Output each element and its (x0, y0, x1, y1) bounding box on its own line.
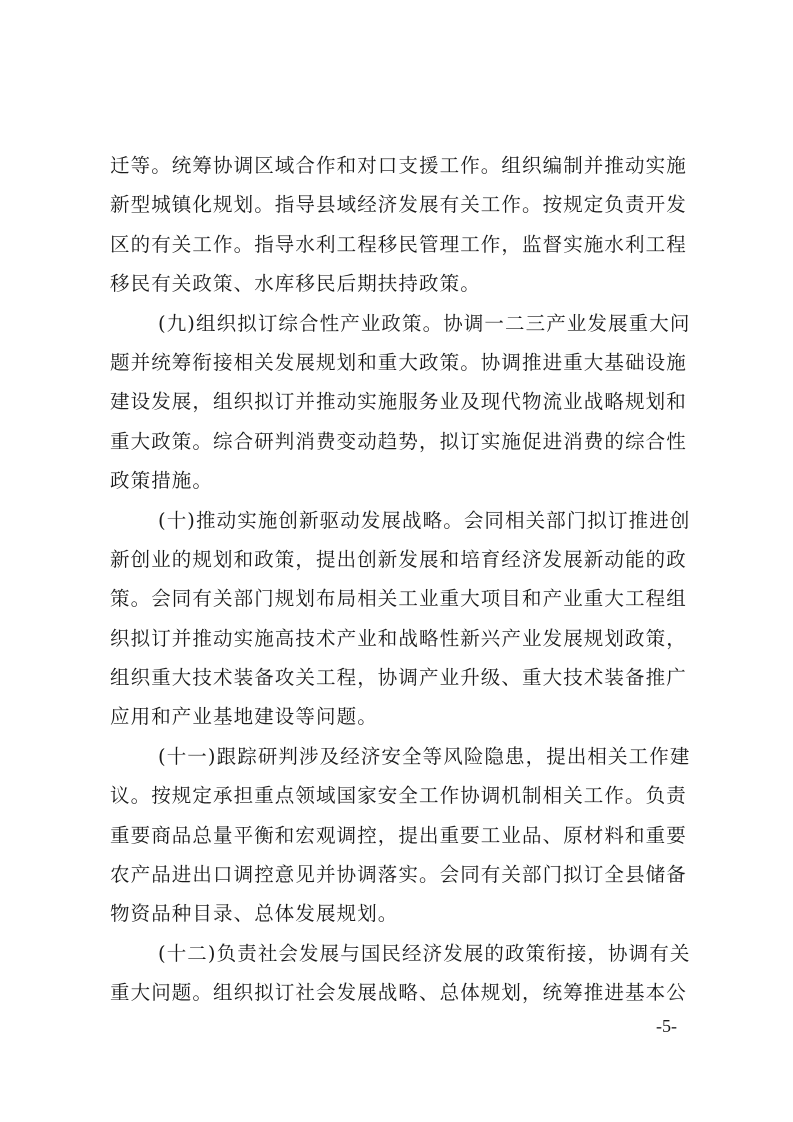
paragraph-first-line: (十)推动实施创新驱动发展战略。会同相关部门拟订推进创 (158, 508, 691, 532)
paragraph-first-line: (九)组织拟订综合性产业政策。协调一二三产业发展重大问 (158, 311, 691, 335)
text-line: 重大问题。组织拟订社会发展战略、总体规划，统筹推进基本公 (110, 981, 687, 1005)
text-line: 组织重大技术装备攻关工程，协调产业升级、重大技术装备推广 (110, 666, 687, 690)
text-line: 重要商品总量平衡和宏观调控，提出重要工业品、原材料和重要 (110, 823, 687, 847)
text-line: 农产品进出口调控意见并协调落实。会同有关部门拟订全县储备 (110, 863, 687, 887)
text-line: 重大政策。综合研判消费变动趋势，拟订实施促进消费的综合性 (110, 429, 687, 453)
text-line: 织拟订并推动实施高技术产业和战略性新兴产业发展规划政策， (110, 626, 687, 650)
text-line: 新型城镇化规划。指导县域经济发展有关工作。按规定负责开发 (110, 193, 687, 217)
text-line: 移民有关政策、水库移民后期扶持政策。 (110, 272, 481, 296)
text-line: 题并统筹衔接相关发展规划和重大政策。协调推进重大基础设施 (110, 350, 687, 374)
text-line: 应用和产业基地建设等问题。 (110, 705, 378, 729)
page-number: -5- (656, 1016, 677, 1036)
paragraph-first-line: (十二)负责社会发展与国民经济发展的政策衔接，协调有关 (158, 941, 691, 965)
text-line: 政策措施。 (110, 469, 214, 493)
text-line: 建设发展，组织拟订并推动实施服务业及现代物流业战略规划和 (110, 390, 687, 414)
text-line: 迁等。统筹协调区域合作和对口支援工作。组织编制并推动实施 (110, 154, 687, 177)
paragraph-first-line: (十一)跟踪研判涉及经济安全等风险隐患，提出相关工作建 (158, 744, 691, 768)
text-line: 新创业的规划和政策，提出创新发展和培育经济发展新动能的政 (110, 547, 687, 571)
text-line: 策。会同有关部门规划布局相关工业重大项目和产业重大工程组 (110, 587, 687, 611)
text-line: 议。按规定承担重点领域国家安全工作协调机制相关工作。负责 (110, 784, 687, 808)
text-line: 区的有关工作。指导水利工程移民管理工作，监督实施水利工程 (110, 232, 687, 256)
body-text (110, 146, 700, 1013)
text-line: 物资品种目录、总体发展规划。 (110, 902, 399, 926)
